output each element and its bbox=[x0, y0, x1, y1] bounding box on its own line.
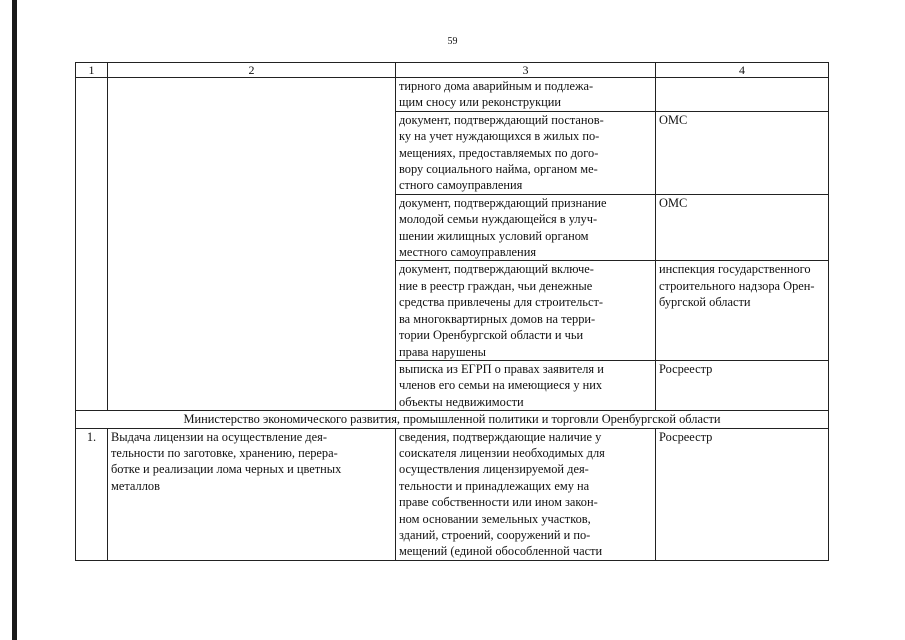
document-cell: выписка из ЕГРП о правах заявителя и членов его семьи на имеющиеся у них объекты недвижимости bbox=[396, 360, 656, 410]
table-row bbox=[76, 428, 829, 560]
section-heading-row bbox=[76, 411, 829, 428]
page-number: 59 bbox=[447, 36, 458, 47]
section-title: Министерство экономического развития, промышленной политики и торговли Оренбургской области bbox=[76, 411, 829, 428]
table-header-row bbox=[76, 63, 829, 78]
continuation-service-cell bbox=[108, 78, 396, 411]
document-cell: документ, подтверждающий постанов- ку на учет нуждающихся в жилых по- мещениях, предоставляемых по дого- вору социального найма, органом ме- стного самоуправления bbox=[396, 111, 656, 194]
document-cell: сведения, подтверждающие наличие у соискателя лицензии необходимых для осуществления лицензируемой дея- тельности и принадлежащих ему на праве собственности или ином закон- ном основании земельных участков, зданий, строений, сооружений и по- мещений (единой обособленной части bbox=[396, 428, 656, 560]
source-cell bbox=[656, 78, 829, 112]
source-cell: ОМС bbox=[656, 194, 829, 261]
scan-binding-edge bbox=[12, 0, 17, 640]
table-row bbox=[76, 78, 829, 112]
document-cell: тирного дома аварийным и подлежа- щим сносу или реконструкции bbox=[396, 78, 656, 112]
document-table bbox=[75, 62, 829, 561]
header-col-4: 4 bbox=[656, 63, 829, 78]
service-name-cell: Выдача лицензии на осуществление дея- тельности по заготовке, хранению, перера- ботке и реализации лома черных и цветных металлов bbox=[108, 428, 396, 560]
document-cell: документ, подтверждающий признание молодой семьи нуждающейся в улуч- шении жилищных условий органом местного самоуправления bbox=[396, 194, 656, 261]
item-number: 1. bbox=[76, 428, 108, 560]
header-col-2: 2 bbox=[108, 63, 396, 78]
header-col-3: 3 bbox=[396, 63, 656, 78]
document-cell: документ, подтверждающий включе- ние в реестр граждан, чьи денежные средства привлечены для строительст- ва многоквартирных домов на терри- тории Оренбургской области и чьи права нарушены bbox=[396, 261, 656, 360]
source-cell: ОМС bbox=[656, 111, 829, 194]
source-cell: Росреестр bbox=[656, 428, 829, 560]
header-col-1: 1 bbox=[76, 63, 108, 78]
source-cell: Росреестр bbox=[656, 360, 829, 410]
source-cell: инспекция государственного строительного надзора Орен- бургской области bbox=[656, 261, 829, 360]
continuation-num-cell bbox=[76, 78, 108, 411]
